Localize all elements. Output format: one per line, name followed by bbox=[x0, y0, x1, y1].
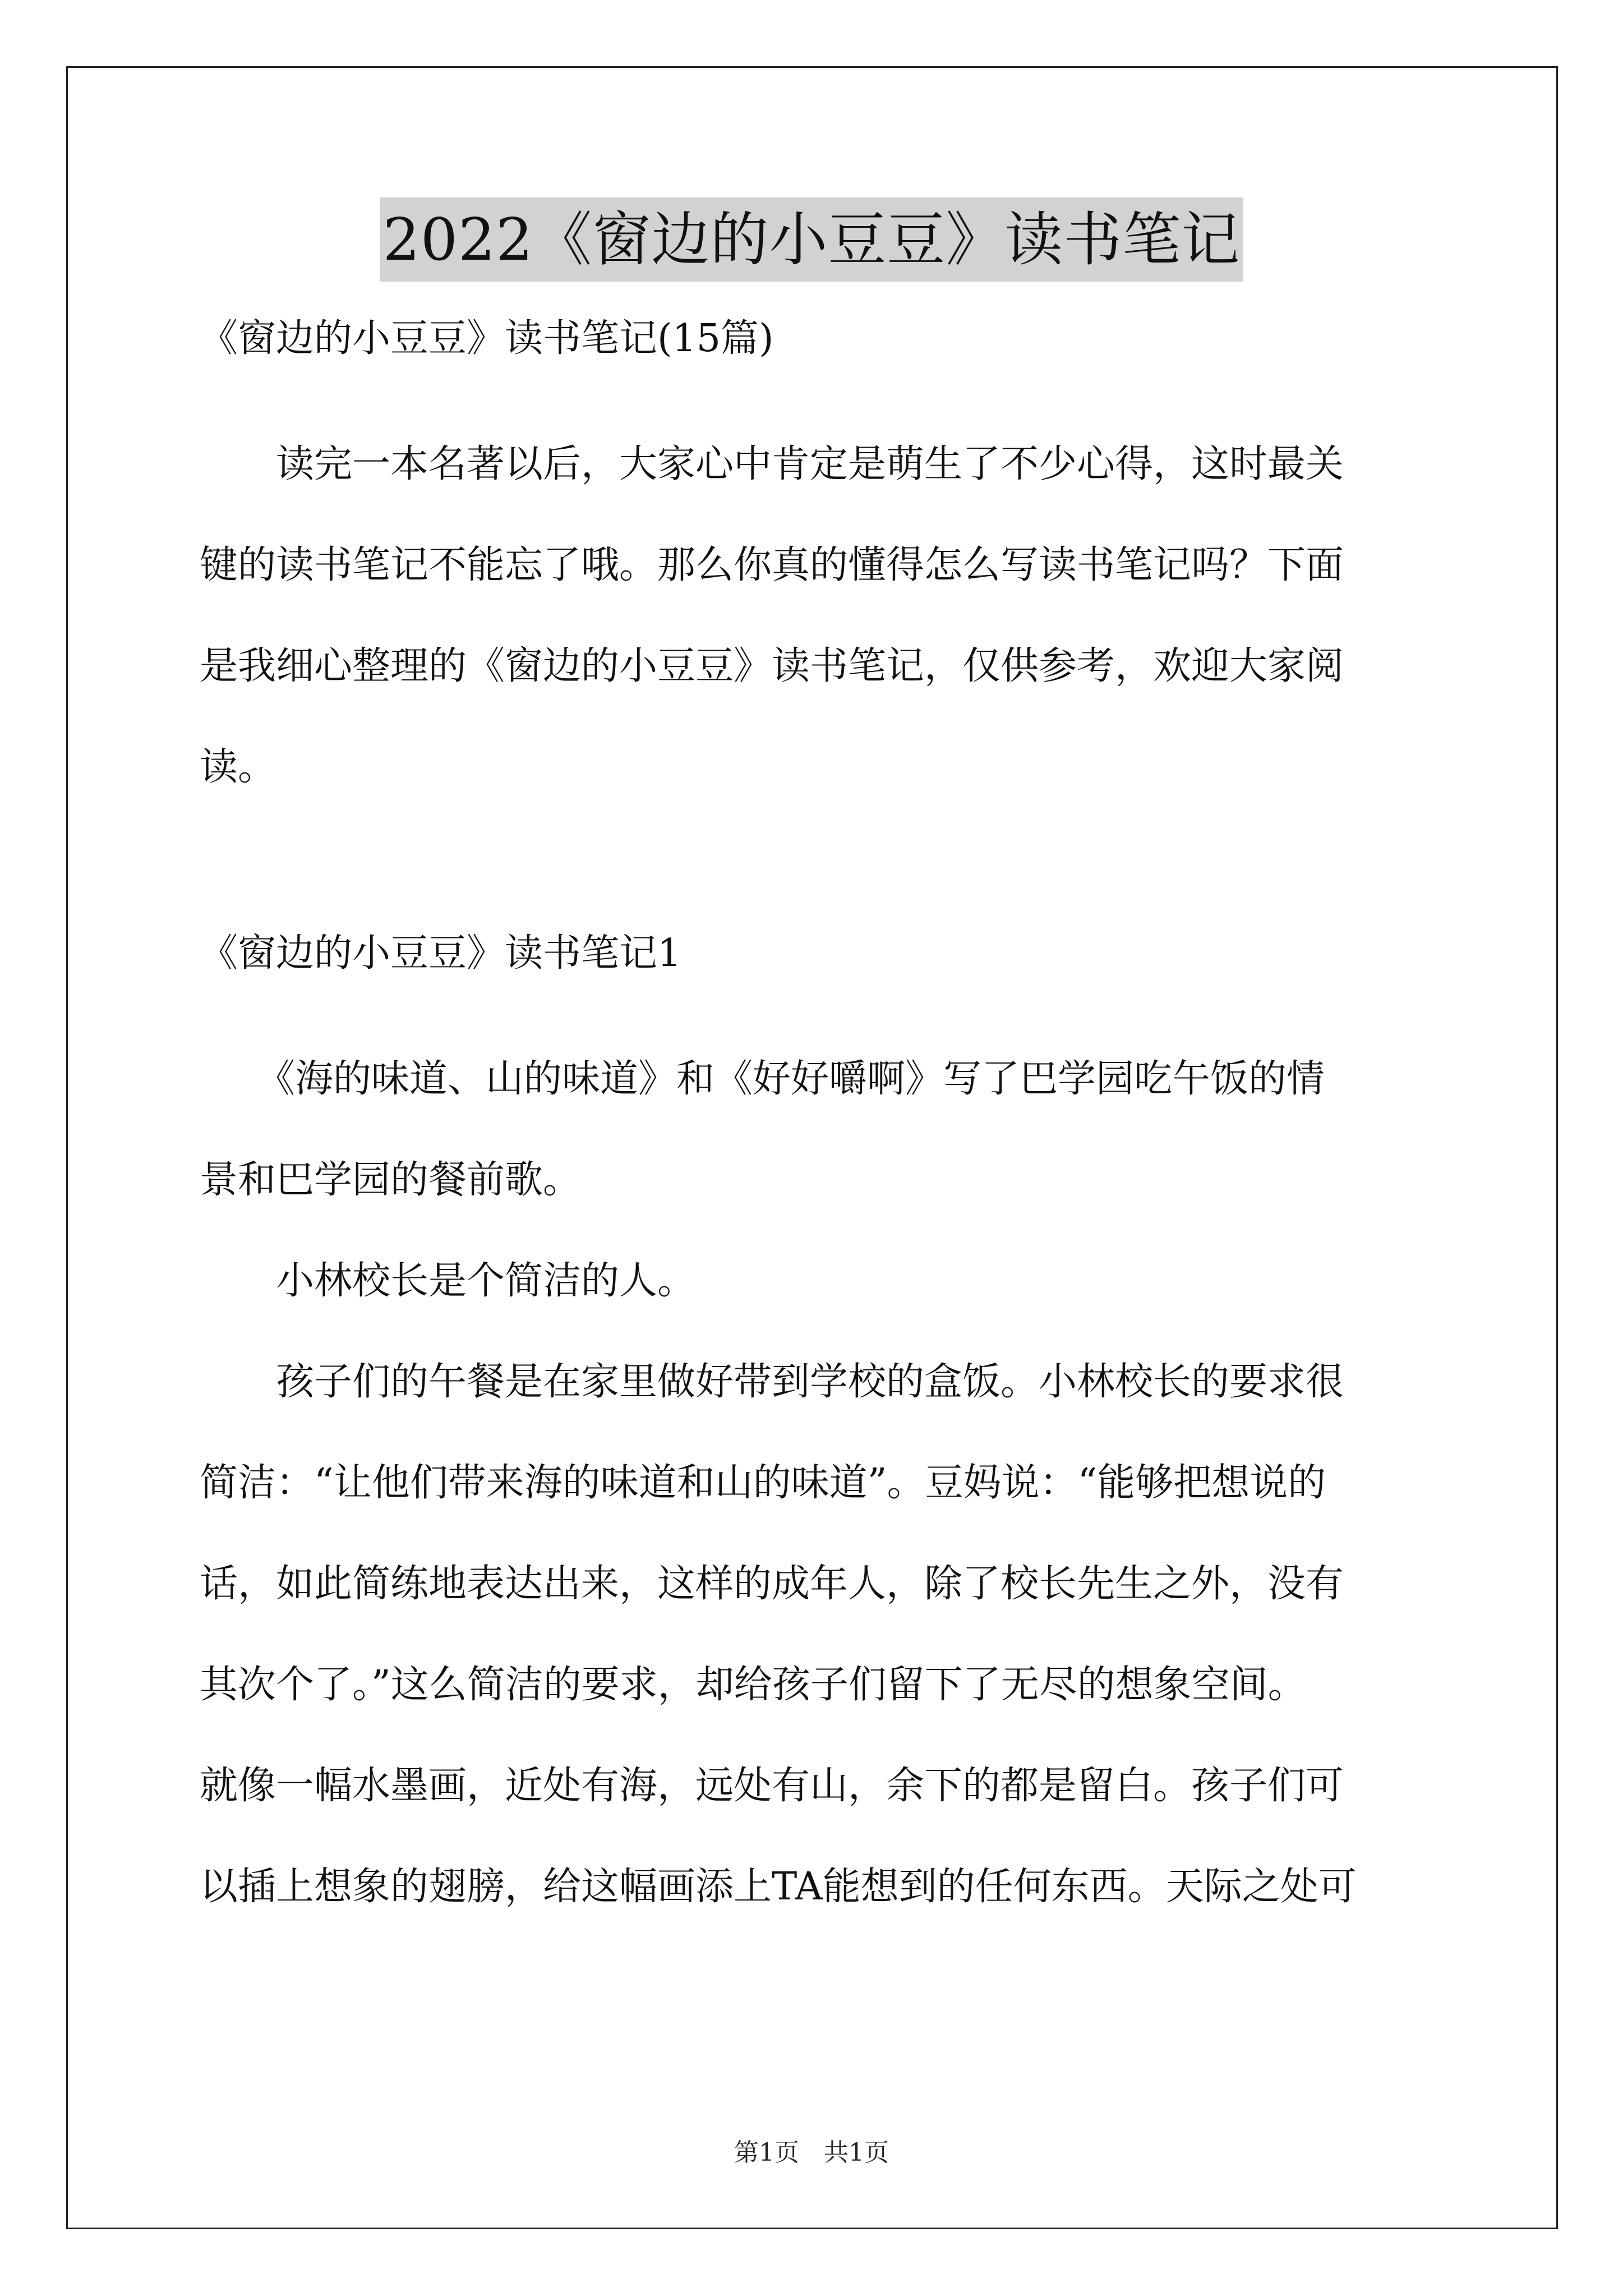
intro-line: 键的读书笔记不能忘了哦。那么你真的懂得怎么写读书笔记吗？下面 bbox=[200, 543, 1344, 587]
document-title: 2022《窗边的小豆豆》读书笔记 bbox=[380, 197, 1244, 282]
title-wrap bbox=[0, 197, 1623, 282]
paragraph-line: 景和巴学园的餐前歌。 bbox=[200, 1158, 582, 1202]
page-footer bbox=[0, 2136, 1623, 2170]
paragraph-line: 就像一幅水墨画，近处有海，远处有山，余下的都是留白。孩子们可 bbox=[200, 1764, 1344, 1808]
paragraph-line: 小林校长是个简洁的人。 bbox=[200, 1259, 696, 1303]
intro-line: 读完一本名著以后，大家心中肯定是萌生了不少心得，这时最关 bbox=[200, 442, 1344, 486]
document-subtitle: 《窗边的小豆豆》读书笔记(15篇) bbox=[200, 316, 774, 361]
paragraph-line: 话，如此简练地表达出来，这样的成年人，除了校长先生之外，没有 bbox=[200, 1562, 1344, 1606]
paragraph-line: 其次个了。”这么简洁的要求，却给孩子们留下了无尽的想象空间。 bbox=[200, 1663, 1306, 1707]
section-heading: 《窗边的小豆豆》读书笔记1 bbox=[200, 931, 682, 976]
paragraph-line: 《海的味道、山的味道》和《好好嚼啊》写了巴学园吃午饭的情 bbox=[200, 1057, 1325, 1101]
intro-line: 是我细心整理的《窗边的小豆豆》读书笔记，仅供参考，欢迎大家阅 bbox=[200, 644, 1344, 688]
paragraph-line: 孩子们的午餐是在家里做好带到学校的盒饭。小林校长的要求很 bbox=[200, 1360, 1344, 1404]
page-number-label: 第1页 共1页 bbox=[734, 2138, 889, 2167]
paragraph-line: 以插上想象的翅膀，给这幅画添上TA能想到的任何东西。天际之处可 bbox=[200, 1865, 1357, 1909]
intro-line: 读。 bbox=[200, 745, 276, 789]
paragraph-line: 简洁：“让他们带来海的味道和山的味道”。豆妈说：“能够把想说的 bbox=[200, 1461, 1326, 1505]
